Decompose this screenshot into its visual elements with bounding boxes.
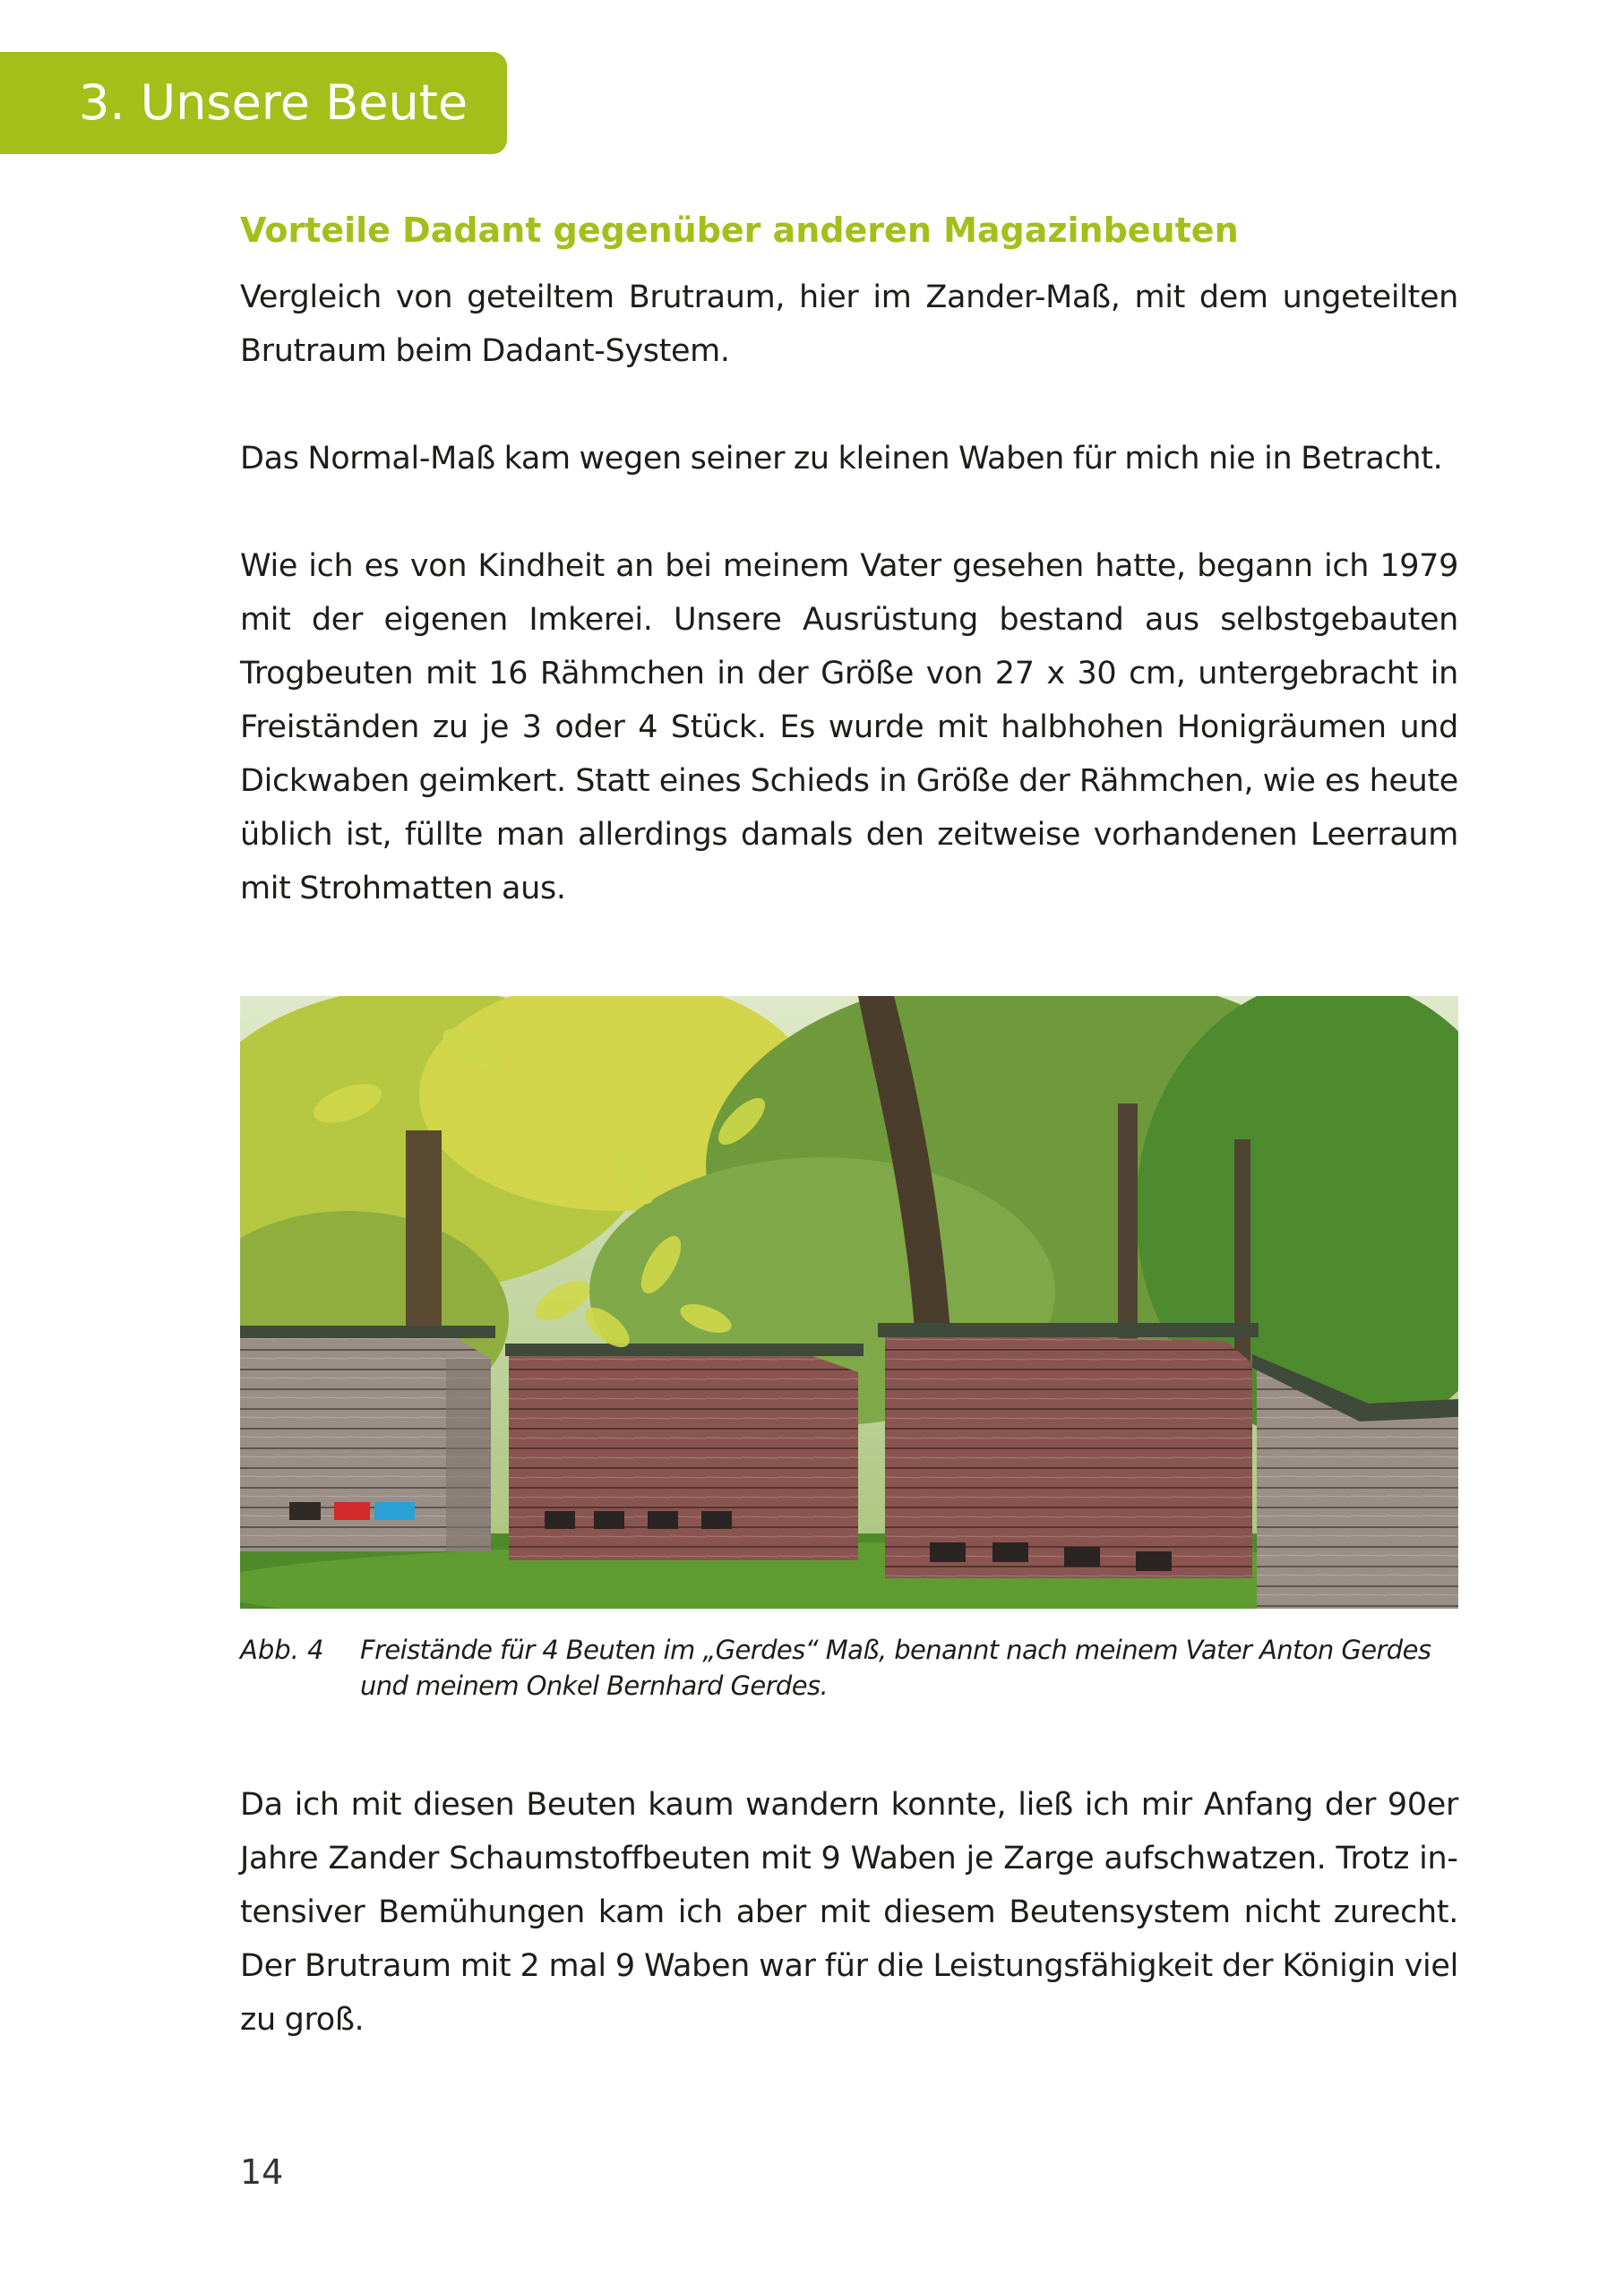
figure-label: Abb. 4 bbox=[240, 1635, 324, 1665]
chapter-tab bbox=[0, 52, 507, 154]
paragraph-2: Das Normal-Maß kam wegen seiner zu kleinen Waben für mich nie in Betracht. bbox=[240, 441, 1443, 477]
figure-caption: Freistände für 4 Beuten im „Gerdes“ Maß, benannt nach meinem Vater Anton Gerdes und meinem Onkel Bernhard Gerdes. bbox=[360, 1635, 1431, 1701]
chapter-title: 3. Unsere Beute bbox=[79, 74, 468, 131]
paragraph-3: Wie ich es von Kindheit an bei meinem Vater gesehen hatte, begann ich 1979 mit der eigenen Imkerei. Unsere Ausrüstung bestand aus selbstgebauten Trogbeuten mit 16 Rähmchen in der Größe von 27 x 30 cm, untergebracht in Freiständen zu je 3 oder 4 Stück. Es wurde mit halbhohen Honigräumen und Dickwaben geimkert. Statt eines Schieds in Größe der Rähmchen, wie es heute üblich ist, füllte man allerdings damals den zeitweise vorhandenen Leerraum mit Strohmatten aus. bbox=[240, 548, 1458, 906]
paragraph-1: Vergleich von geteiltem Brutraum, hier im Zander-Maß, mit dem ungeteilten Brutraum beim Dadant-System. bbox=[240, 279, 1458, 369]
page-number: 14 bbox=[240, 2152, 284, 2192]
paragraph-4: Da ich mit diesen Beuten kaum wandern konnte, ließ ich mir Anfang der 90er Jahre Zander Schaumstoffbeuten mit 9 Waben je Zarge aufschwatzen. Trotz intensiver Bemühungen kam ich aber mit diesem Beutensystem nicht zurecht. Der Brutraum mit 2 mal 9 Waben war für die Leistungsfähigkeit der Königin viel zu groß. bbox=[240, 1787, 1458, 2038]
beehive-photo bbox=[240, 996, 1458, 1609]
section-heading: Vorteile Dadant gegenüber anderen Magazinbeuten bbox=[240, 210, 1239, 250]
